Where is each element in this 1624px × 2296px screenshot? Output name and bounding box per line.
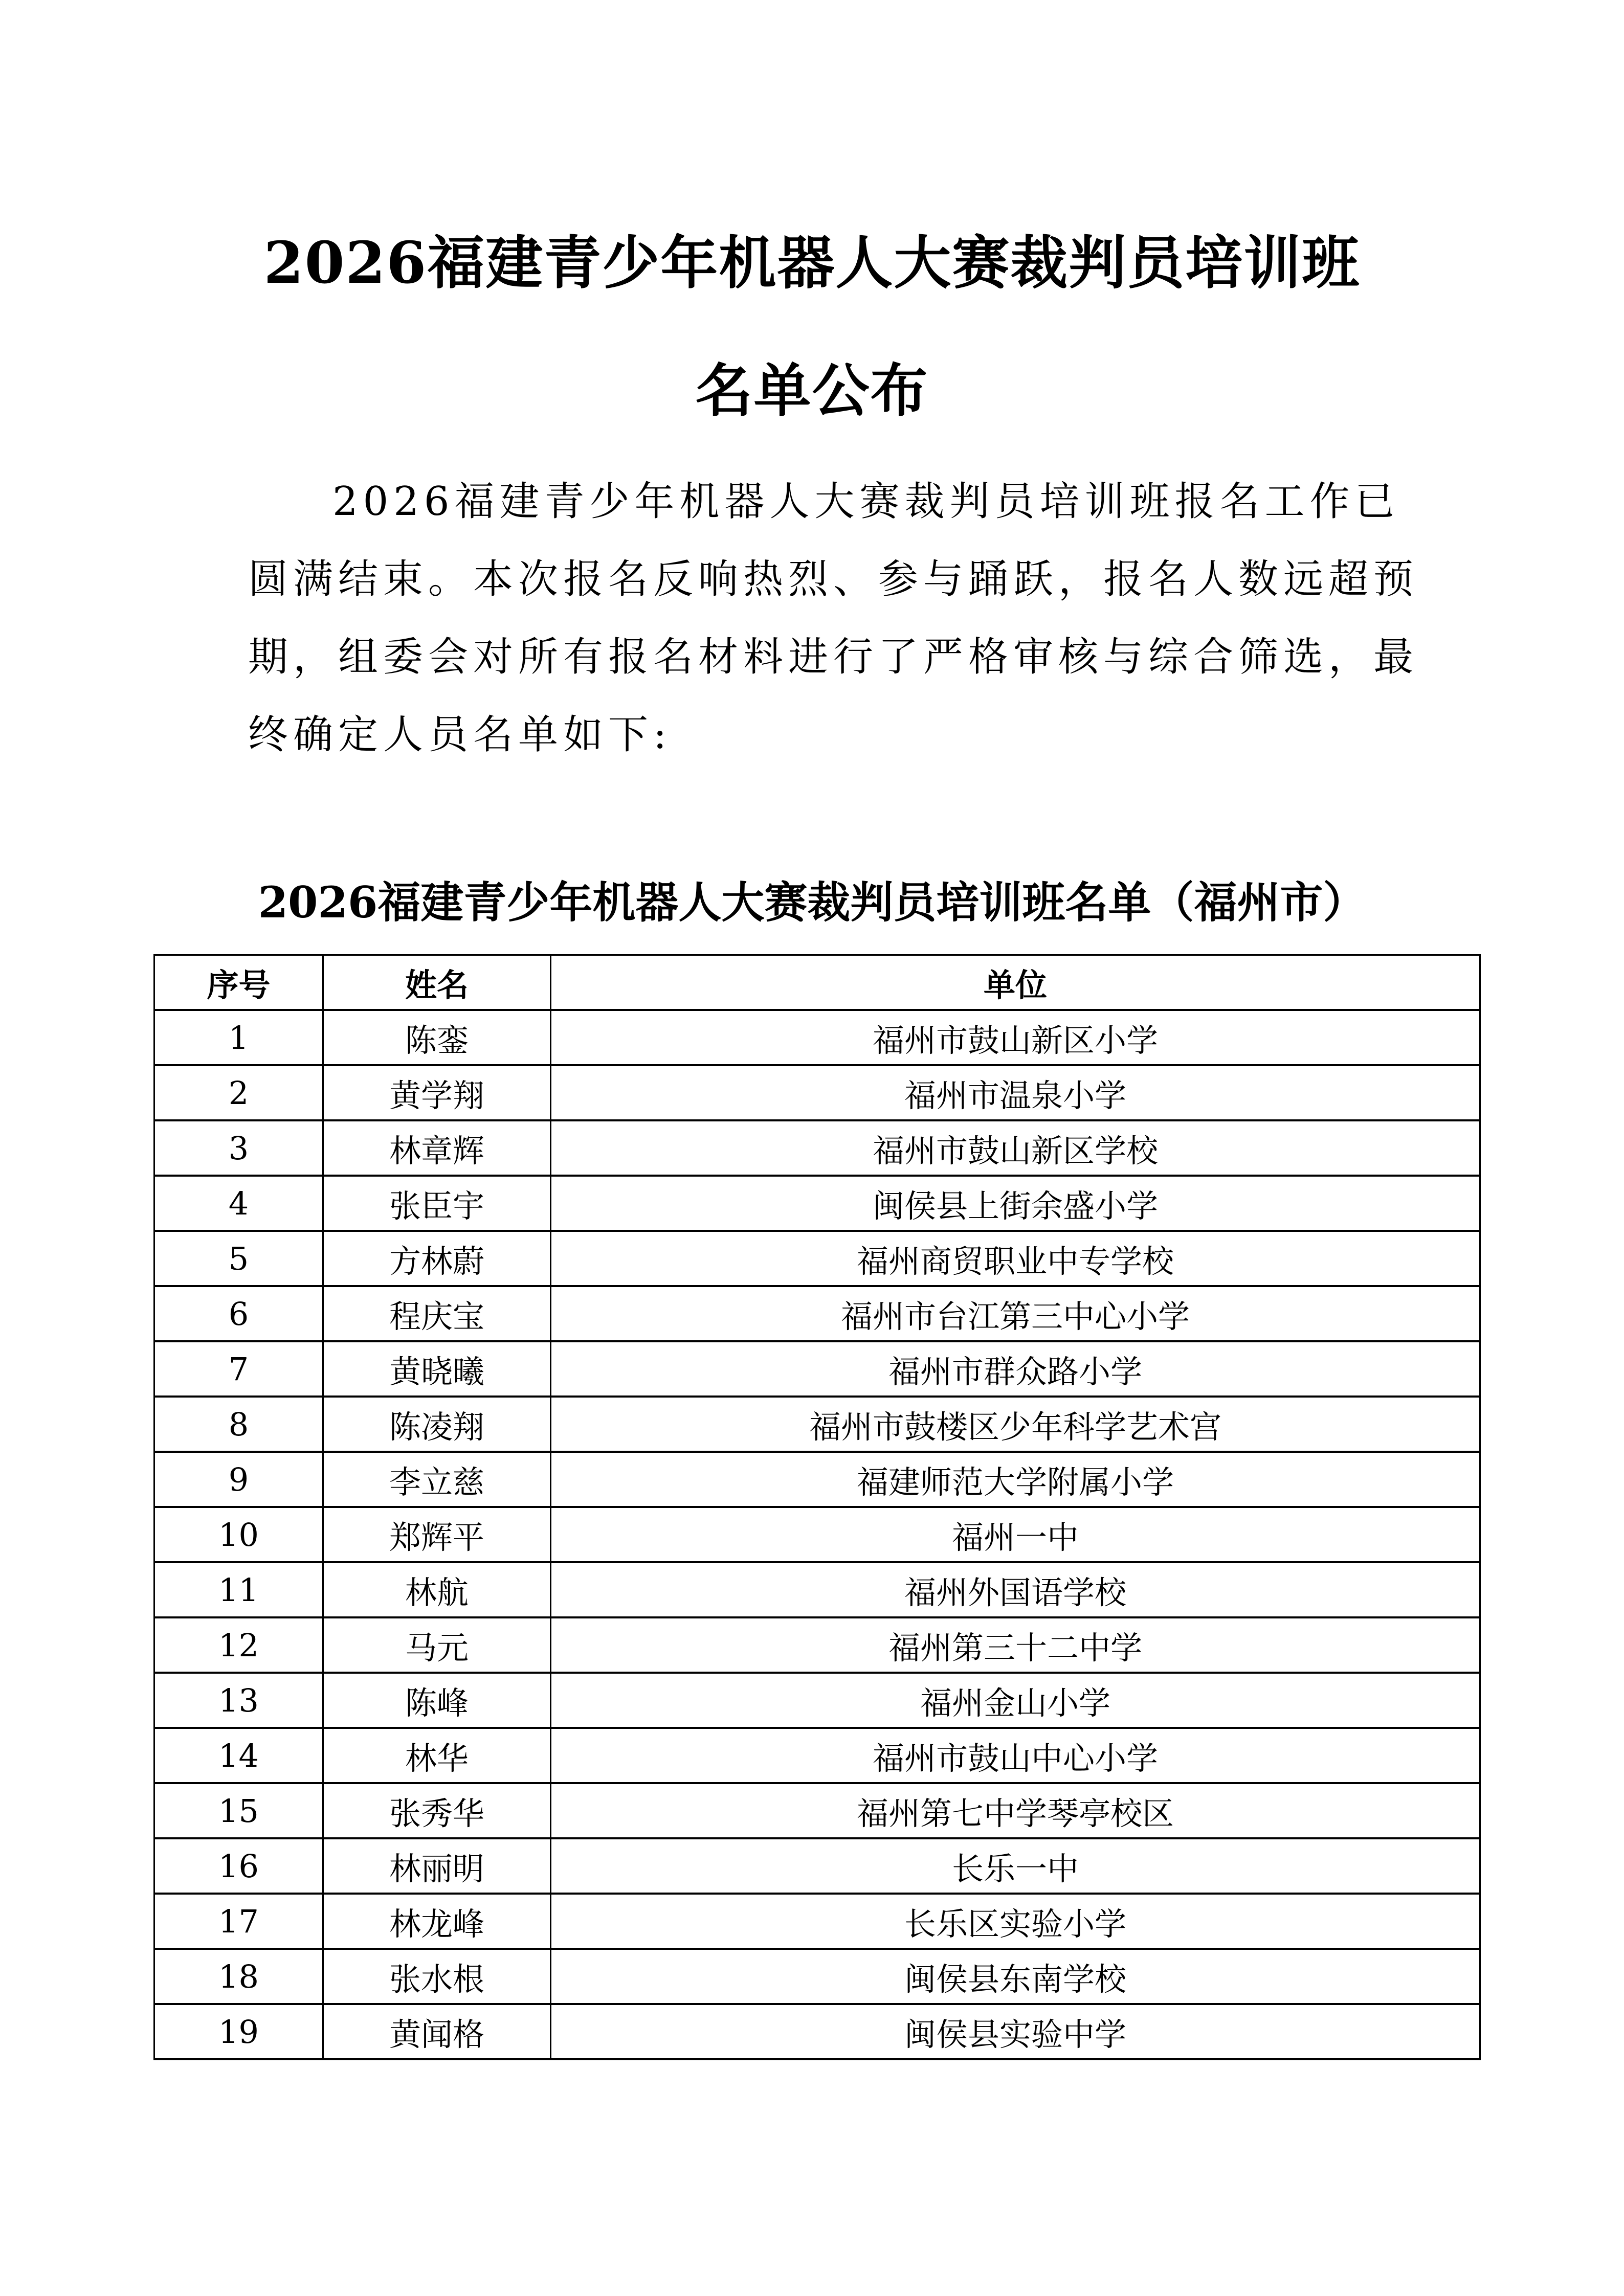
table-header-row: [154, 955, 1480, 1010]
intro-line-3: 期，组委会对所有报名材料进行了严格审核与综合筛选，最: [248, 634, 1419, 680]
table-row: [154, 1562, 1480, 1617]
table-row: [154, 1120, 1480, 1176]
cell-unit: 福州第三十二中学: [551, 1617, 1480, 1673]
cell-name: 陈凌翔: [323, 1397, 551, 1452]
intro-paragraph: [248, 463, 1419, 774]
header-name: 姓名: [323, 955, 551, 1010]
cell-index: 17: [154, 1894, 323, 1949]
roster-table: [153, 954, 1481, 2060]
table-row: [154, 1231, 1480, 1286]
cell-index: 16: [154, 1838, 323, 1894]
table-row: [154, 1286, 1480, 1341]
table-row: [154, 1783, 1480, 1838]
cell-unit: 福州市群众路小学: [551, 1341, 1480, 1397]
cell-index: 18: [154, 1949, 323, 2004]
cell-unit: 福州市鼓山新区学校: [551, 1120, 1480, 1176]
cell-unit: 福州市鼓山中心小学: [551, 1728, 1480, 1783]
table-row: [154, 1176, 1480, 1231]
cell-name: 郑辉平: [323, 1507, 551, 1562]
cell-unit: 福州一中: [551, 1507, 1480, 1562]
table-row: [154, 1397, 1480, 1452]
cell-name: 林章辉: [323, 1120, 551, 1176]
cell-index: 6: [154, 1286, 323, 1341]
cell-index: 13: [154, 1673, 323, 1728]
cell-unit: 闽侯县东南学校: [551, 1949, 1480, 2004]
cell-unit: 福州市台江第三中心小学: [551, 1286, 1480, 1341]
document-title-line-2: 名单公布: [695, 357, 929, 424]
table-row: [154, 2004, 1480, 2059]
cell-unit: 福州商贸职业中专学校: [551, 1231, 1480, 1286]
table-row: [154, 1617, 1480, 1673]
cell-unit: 福州外国语学校: [551, 1562, 1480, 1617]
header-index: 序号: [154, 955, 323, 1010]
cell-unit: 闽侯县实验中学: [551, 2004, 1480, 2059]
cell-index: 7: [154, 1341, 323, 1397]
table-row: [154, 1894, 1480, 1949]
cell-unit: 福州市鼓山新区小学: [551, 1010, 1480, 1065]
table-row: [154, 1728, 1480, 1783]
cell-unit: 福州市鼓楼区少年科学艺术宫: [551, 1397, 1480, 1452]
cell-index: 19: [154, 2004, 323, 2059]
cell-index: 2: [154, 1065, 323, 1120]
table-row: [154, 1452, 1480, 1507]
cell-index: 15: [154, 1783, 323, 1838]
cell-name: 林华: [323, 1728, 551, 1783]
table-caption: 2026福建青少年机器人大赛裁判员培训班名单（福州市）: [258, 877, 1366, 928]
cell-name: 陈峰: [323, 1673, 551, 1728]
cell-unit: 闽侯县上街余盛小学: [551, 1176, 1480, 1231]
document-title-line-1: 2026福建青少年机器人大赛裁判员培训班: [263, 230, 1361, 297]
cell-index: 11: [154, 1562, 323, 1617]
table-row: [154, 1341, 1480, 1397]
cell-name: 林龙峰: [323, 1894, 551, 1949]
intro-line-2: 圆满结束。本次报名反响热烈、参与踊跃，报名人数远超预: [248, 556, 1419, 602]
cell-index: 10: [154, 1507, 323, 1562]
cell-name: 黄闻格: [323, 2004, 551, 2059]
cell-index: 9: [154, 1452, 323, 1507]
cell-name: 张水根: [323, 1949, 551, 2004]
table-row: [154, 1507, 1480, 1562]
intro-line-4: 终确定人员名单如下:: [248, 712, 672, 758]
cell-name: 陈銮: [323, 1010, 551, 1065]
cell-unit: 福州市温泉小学: [551, 1065, 1480, 1120]
cell-index: 12: [154, 1617, 323, 1673]
table-row: [154, 1949, 1480, 2004]
cell-name: 李立慈: [323, 1452, 551, 1507]
intro-line-1: 2026福建青少年机器人大赛裁判员培训班报名工作已: [332, 479, 1400, 525]
cell-unit: 福州金山小学: [551, 1673, 1480, 1728]
table-body: [154, 1010, 1480, 2059]
table-row: [154, 1673, 1480, 1728]
cell-name: 黄晓曦: [323, 1341, 551, 1397]
cell-unit: 长乐区实验小学: [551, 1894, 1480, 1949]
table-row: [154, 1065, 1480, 1120]
cell-name: 方林蔚: [323, 1231, 551, 1286]
cell-index: 5: [154, 1231, 323, 1286]
cell-unit: 长乐一中: [551, 1838, 1480, 1894]
cell-index: 14: [154, 1728, 323, 1783]
cell-name: 林丽明: [323, 1838, 551, 1894]
cell-index: 1: [154, 1010, 323, 1065]
cell-name: 程庆宝: [323, 1286, 551, 1341]
cell-unit: 福州第七中学琴亭校区: [551, 1783, 1480, 1838]
cell-name: 马元: [323, 1617, 551, 1673]
cell-name: 张臣宇: [323, 1176, 551, 1231]
cell-index: 8: [154, 1397, 323, 1452]
header-unit: 单位: [551, 955, 1480, 1010]
cell-unit: 福建师范大学附属小学: [551, 1452, 1480, 1507]
table-row: [154, 1010, 1480, 1065]
cell-name: 林航: [323, 1562, 551, 1617]
table-row: [154, 1838, 1480, 1894]
cell-name: 张秀华: [323, 1783, 551, 1838]
cell-index: 3: [154, 1120, 323, 1176]
cell-name: 黄学翔: [323, 1065, 551, 1120]
cell-index: 4: [154, 1176, 323, 1231]
